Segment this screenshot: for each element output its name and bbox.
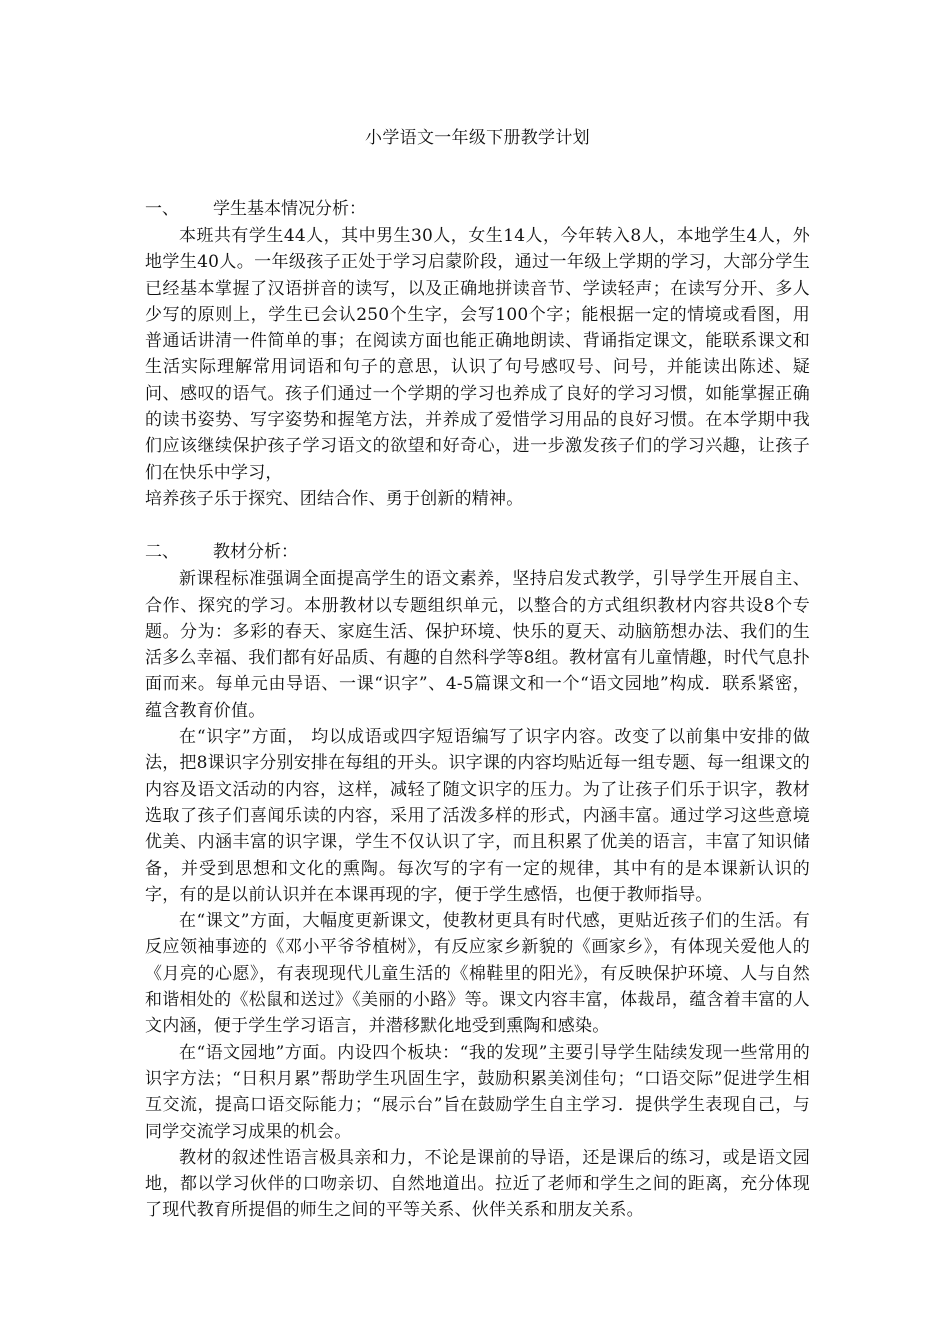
paragraph-text: 本班共有学生44人，其中男生30人，女生14人，今年转入8人，本地学生4人，外地学生40人。一年级孩子正处于学习启蒙阶段，通过一年级上学期的学习，大部分学生已经基本掌握了汉语拼音的读写，以及正确地拼读音节、学读轻声；在读写分开、多人少写的原则上，学生已会认250个生字，会写100个字；能根据一定的情境或看图，用普通话讲清一件简单的事；在阅读方面也能正确地朗读、背诵指定课文，能联系课文和生活实际理解常用词语和句子的意思，认识了句号感叹号、问号，并能读出陈述、疑问、感叹的语气。孩子们通过一个学期的学习也养成了良好的学习习惯，如能掌握正确的读书姿势、写字姿势和握笔方法，并养成了爱惜学习用品的良好习惯。在本学期中我们应该继续保护孩子学习语文的欲望和好奇心，进一步激发孩子们的学习兴趣，让孩子们在快乐中学习， <box>145 226 810 483</box>
document-page <box>145 124 810 1224</box>
paragraph-curriculum-overview: 新课程标准强调全面提高学生的语文素养，坚持启发式教学，引导学生开展自主、合作、探究的学习。本册教材以专题组织单元，以整合的方式组织教材内容共设8个专题。分为：多彩的春天、家庭生活、保护环境、快乐的夏天、动脑筋想办法、我们的生活多么幸福、我们都有好品质、有趣的自然科学等8组。教材富有儿童情趣，时代气息扑面而来。每单元由导语、一课“识字”、4-5篇课文和一个“语文园地”构成．联系紧密，蕴含教育价值。 <box>145 569 810 721</box>
paragraph-texts: 在“课文”方面，大幅度更新课文，使教材更具有时代感，更贴近孩子们的生活。有反应领袖事迹的《邓小平爷爷植树》，有反应家乡新貌的《画家乡》，有体现关爱他人的《月亮的心愿》，有表现现代儿童生活的《棉鞋里的阳光》，有反映保护环境、人与自然和谐相处的《松鼠和送过》《美丽的小路》等。课文内容丰富，体裁昂，蕴含着丰富的人文内涵，便于学生学习语言，并潜移默化地受到熏陶和感染。 <box>145 911 810 1037</box>
section-heading-text: 教材分析： <box>213 542 298 563</box>
section-number: 一、 <box>145 199 179 219</box>
paragraph-literacy: 在“识字”方面， 均以成语或四字短语编写了识字内容。改变了以前集中安排的做法，把8课识字分别安排在每组的开头。识字课的内容均贴近每一组专题、每一组课文的内容及语文活动的内容，这样，减轻了随文识字的压力。为了让孩子们乐于识字，教材选取了孩子们喜闻乐读的内容，采用了活泼多样的形式，内涵丰富。通过学习这些意境优美、内涵丰富的识字课，学生不仅认识了字，而且积累了优美的语言，丰富了知识储备，并受到思想和文化的熏陶。每次写的字有一定的规律，其中有的是本课新认识的字，有的是以前认识并在本课再现的字，便于学生感悟，也便于教师指导。 <box>145 727 810 905</box>
section-heading-text: 学生基本情况分析： <box>213 199 366 219</box>
section-number: 二、 <box>145 542 179 563</box>
section-heading-textbook-analysis <box>145 538 810 566</box>
document-title: 小学语文一年级下册教学计划 <box>365 128 590 148</box>
paragraph-narrative-language: 教材的叙述性语言极具亲和力，不论是课前的导语，还是课后的练习，或是语文园地，都以学习伙伴的口吻亲切、自然地道出。拉近了老师和学生之间的距离，充分体现了现代教育所提倡的师生之间的平等关系、伙伴关系和朋友关系。 <box>145 1147 810 1221</box>
paragraph-language-garden: 在“语文园地”方面。内设四个板块：“我的发现”主要引导学生陆续发现一些常用的识字方法；“日积月累”帮助学生巩固生字，鼓励积累美浏佳句；“口语交际”促进学生相互交流，提高口语交际能力；“展示台”旨在鼓励学生自主学习．提供学生表现自己，与同学交流学习成果的机会。 <box>145 1042 810 1142</box>
section-spacer <box>145 512 810 538</box>
paragraph-student-analysis <box>145 223 810 512</box>
paragraph-text-tail: 培养孩子乐于探究、团结合作、勇于创新的精神。 <box>145 488 524 509</box>
section-heading-student-analysis <box>145 195 810 223</box>
